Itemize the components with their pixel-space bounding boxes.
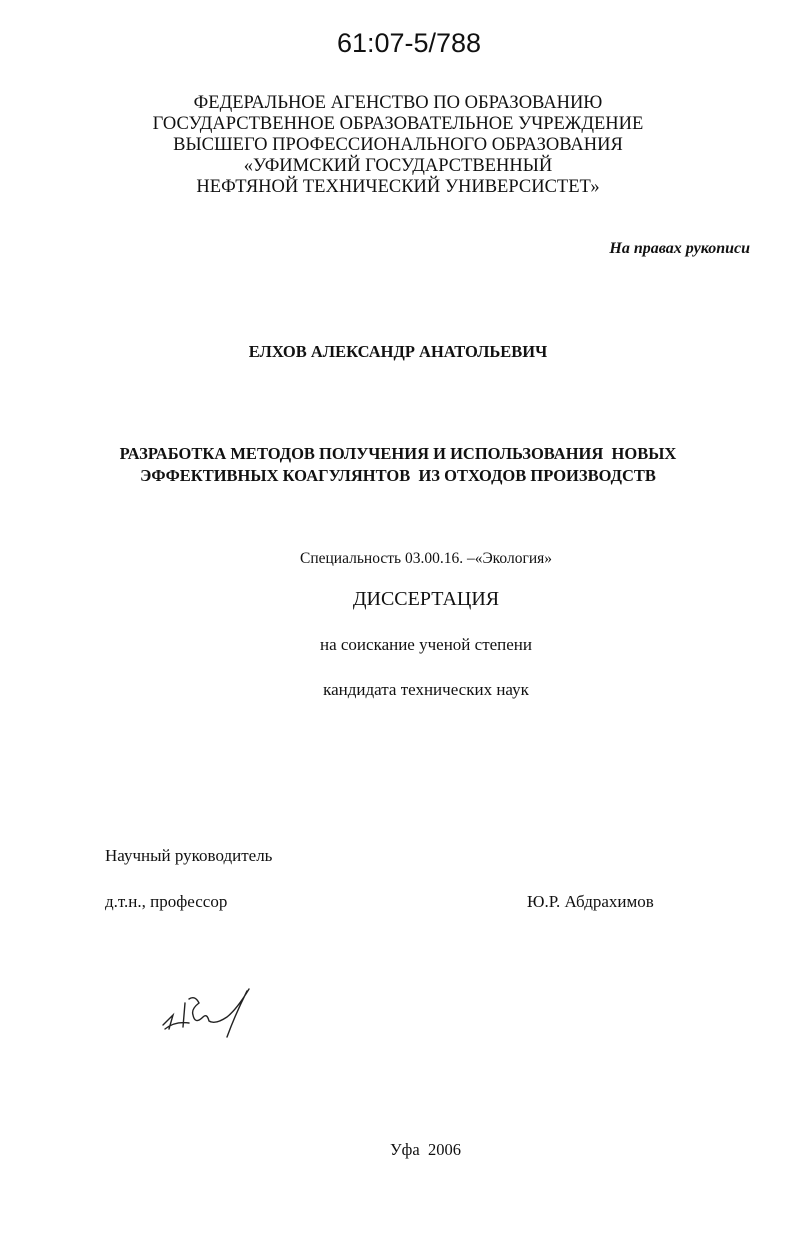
- org-line: ГОСУДАРСТВЕННОЕ ОБРАЗОВАТЕЛЬНОЕ УЧРЕЖДЕНИЕ: [152, 114, 644, 134]
- dissertation-title: [0, 443, 796, 487]
- supervisor-label: Научный руководитель: [105, 846, 273, 865]
- title-line: РАЗРАБОТКА МЕТОДОВ ПОЛУЧЕНИЯ И ИСПОЛЬЗОВАНИЯ НОВЫХ: [119, 444, 677, 463]
- specialty: Специальность 03.00.16. –«Экология»: [300, 550, 552, 567]
- org-line: ВЫСШЕГО ПРОФЕССИОНАЛЬНОГО ОБРАЗОВАНИЯ: [173, 135, 623, 155]
- city-year: Уфа 2006: [390, 1140, 461, 1159]
- author-name: ЕЛХОВ АЛЕКСАНДР АНАТОЛЬЕВИЧ: [248, 342, 548, 361]
- signature: [155, 985, 265, 1045]
- supervisor-title: д.т.н., профессор: [105, 892, 228, 911]
- org-line: ФЕДЕРАЛЬНОЕ АГЕНСТВО ПО ОБРАЗОВАНИЮ: [193, 93, 603, 113]
- rights-note: На правах рукописи: [609, 240, 750, 257]
- org-line: «УФИМСКИЙ ГОСУДАРСТВЕННЫЙ: [243, 156, 553, 176]
- degree-line-1: на соискание ученой степени: [319, 635, 533, 654]
- organization-header: [0, 93, 796, 198]
- document-type: ДИССЕРТАЦИЯ: [352, 588, 500, 610]
- org-line: НЕФТЯНОЙ ТЕХНИЧЕСКИЙ УНИВЕРСИСТЕТ»: [196, 177, 600, 197]
- archive-code: 61:07-5/788: [336, 28, 482, 58]
- title-line: ЭФФЕКТИВНЫХ КОАГУЛЯНТОВ ИЗ ОТХОДОВ ПРОИЗВОДСТВ: [140, 466, 656, 485]
- degree-line-2: кандидата технических наук: [323, 680, 529, 699]
- supervisor-name: Ю.Р. Абдрахимов: [527, 892, 654, 911]
